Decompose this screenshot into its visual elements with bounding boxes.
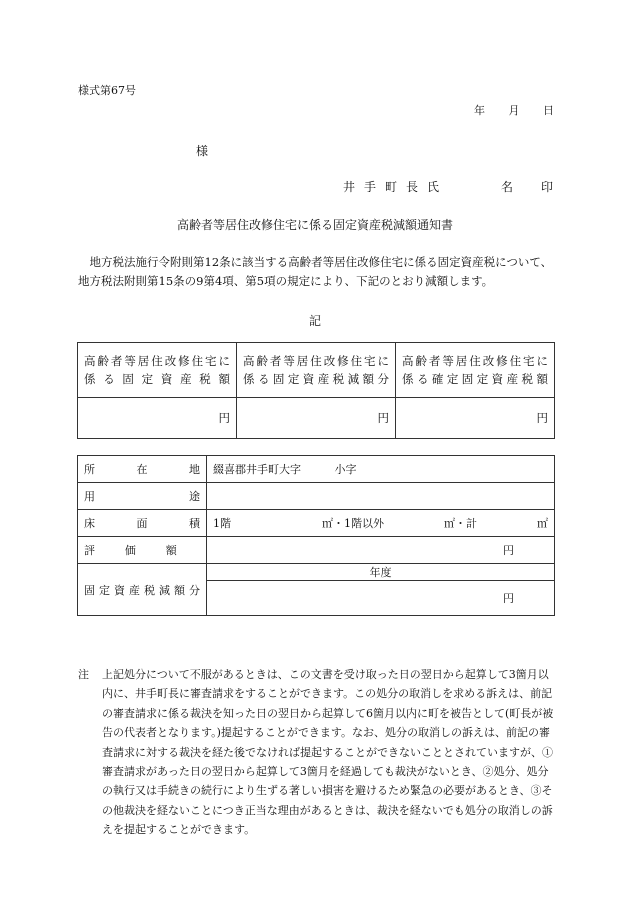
valuation-label: 評 価 額 (78, 537, 207, 564)
issuer-seal-mark: 印 (540, 180, 553, 194)
detail-table (77, 455, 555, 616)
note-mark: 注 (78, 668, 89, 681)
note-text: 上記処分について不服があるときは、この文書を受け取った日の翌日から起算して3箇月以内に、井手町長に審査請求をすることができます。この処分の取消しを求める訴えは、前記の審査請求に係る裁決を知った日の翌日から起算して6箇月以内に町を被告として(町長が被告の代表者となります。)提起することができます。なお、処分の取消しの訴えは、前記の審査請求に対する裁決を経た後でなければ提起することができないこととされていますが、①審査請求があった日の翌日から起算して3箇月を経過しても裁決がないとき、②処分、処分の執行又は手続きの続行により生ずる著しい損害を避けるため緊急の必要があるとき、③その他裁決を経ないことにつき正当な理由があるときは、裁決を経ないでも処分の取消しの訴えを提起することができます。 (102, 668, 554, 837)
floor-area-label: 床 面 積 (78, 510, 207, 537)
value-final-amount: 円 (396, 398, 555, 439)
reduction-label: 固定資産税減額分 (78, 564, 207, 616)
amount-table (77, 342, 555, 439)
value-tax-amount: 円 (78, 398, 237, 439)
use-value (207, 483, 555, 510)
issuer-char: 井 (343, 180, 356, 194)
date-day: 日 (543, 104, 554, 117)
date-month: 月 (508, 104, 520, 117)
header-tax-amount: 高齢者等居住改修住宅に 係る固定資産税額 (78, 343, 237, 398)
location-value: 綴喜郡井手町大字 小字 (207, 456, 555, 483)
issuer-char: 長 (406, 180, 419, 194)
location-label: 所 在 地 (78, 456, 207, 483)
issuer-char: 町 (385, 180, 398, 194)
recipient-suffix: 様 (196, 144, 209, 158)
floor-area-value: 1階 ㎡・1階以外 ㎡・計 ㎡ (207, 510, 555, 537)
issuer-seal-name: 名 (500, 180, 513, 194)
body-paragraph: 地方税法施行令附則第12条に該当する高齢者等居住改修住宅に係る固定資産税について、地方税法附則第15条の9第4項、第5項の規定により、下記のとおり減額します。 (78, 255, 553, 288)
date-year: 年 (474, 104, 485, 117)
issuer-line (343, 180, 553, 195)
form-number: 様式第67号 (78, 84, 136, 97)
header-final-amount: 高齢者等居住改修住宅に 係る確定固定資産税額 (396, 343, 555, 398)
valuation-value: 円 (207, 537, 555, 564)
use-label: 用 途 (78, 483, 207, 510)
reduction-year: 年度 (207, 564, 555, 581)
issuer-char: 氏 (427, 180, 440, 194)
ki-label: 記 (308, 314, 321, 328)
reduction-value: 円 (207, 581, 555, 616)
note-section (78, 665, 556, 840)
header-reduction-amount: 高齢者等居住改修住宅に 係る固定資産税減額分 (237, 343, 396, 398)
value-reduction-amount: 円 (237, 398, 396, 439)
document-title: 高齢者等居住改修住宅に係る固定資産税減額通知書 (176, 218, 453, 232)
date-line (474, 104, 554, 118)
issuer-char: 手 (364, 180, 377, 194)
